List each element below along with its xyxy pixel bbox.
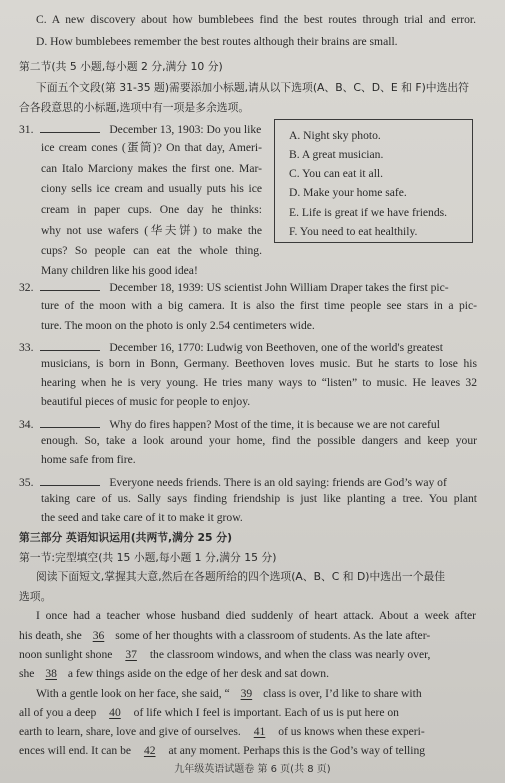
passage-text: ences will end. It can be	[19, 744, 132, 757]
q31-line: ciony sells ice cream and usually puts his ice	[41, 182, 262, 195]
option-a: A. Night sky photo.	[289, 129, 381, 142]
question-number: 33.	[19, 341, 34, 354]
q32-line: December 18, 1939: US scientist John William Draper takes the first pic-	[109, 281, 449, 294]
passage-line	[19, 725, 425, 739]
option-e: E. Life is great if we have friends.	[289, 206, 448, 219]
section2-instructions-2: 合各段意思的小标题,选项中有一项是多余选项。	[19, 101, 250, 114]
passage-line: I once had a teacher whose husband died suddenly of heart attack. About a week after	[36, 609, 476, 622]
q31-line: Many children like his good idea!	[41, 264, 198, 277]
passage-text: With a gentle look on her face, she said, “	[36, 687, 230, 700]
q33-line: beautiful pieces of music for people to enjoy.	[41, 395, 251, 408]
page-footer: 九年级英语试题卷 第 6 页(共 8 页)	[174, 764, 331, 775]
question-31	[19, 121, 261, 137]
q35-line: the seed and take care of it to make it grow.	[41, 511, 243, 524]
option-d-text: D. How bumblebees remember the best routes although their brains are small.	[36, 35, 398, 48]
passage-text: of us knows when these experi-	[278, 725, 425, 738]
part3-heading: 第三部分 英语知识运用(共两节,满分 25 分)	[19, 531, 233, 544]
passage-text: class is over, I’d like to share with	[263, 687, 422, 700]
cloze-blank-40[interactable]: 40	[109, 706, 121, 719]
cloze-blank-39[interactable]: 39	[240, 687, 253, 700]
passage-line	[19, 706, 399, 720]
question-number: 31.	[19, 123, 34, 136]
passage-text: she	[19, 667, 35, 680]
q32-line: ture of the moon with a big camera. It is also the first time people see stars in a pic-	[41, 299, 477, 312]
option-d: D. Make your home safe.	[289, 186, 407, 199]
question-33	[19, 339, 443, 355]
passage-text: of life which I feel is important. Each of us is put here on	[133, 706, 399, 719]
q34-line: enough. So, take a look around your home, find the possible dangers and keep your	[41, 434, 477, 447]
passage-text: all of you a deep	[19, 706, 97, 719]
q34-line: home safe from fire.	[41, 453, 136, 466]
heading-options-box	[274, 119, 473, 243]
q31-line: can Italo Marciony makes the first one. Mar-	[41, 162, 262, 175]
passage-text: at any moment. Perhaps this is the God’s way of telling	[168, 744, 426, 757]
passage-text: earth to learn, share, love and give of ourselves.	[19, 725, 241, 738]
question-number: 34.	[19, 418, 34, 431]
q31-line: cups? So people can eat the whole thing.	[41, 244, 262, 257]
passage-text: the classroom windows, and when the class was nearly over,	[149, 648, 431, 661]
part3-instructions-2: 选项。	[19, 590, 52, 603]
option-b: B. A great musician.	[289, 148, 384, 161]
question-number: 35.	[19, 476, 34, 489]
passage-line	[36, 687, 422, 701]
passage-line	[19, 629, 430, 643]
cloze-blank-42[interactable]: 42	[143, 744, 156, 757]
passage-line	[19, 744, 425, 758]
q32-line: ture. The moon on the photo is only 2.54 centimeters wide.	[41, 319, 315, 332]
section2-heading: 第二节(共 5 小题,每小题 2 分,满分 10 分)	[19, 60, 223, 73]
passage-text: his death, she	[19, 629, 82, 642]
answer-blank-35[interactable]	[40, 474, 100, 486]
part3-section1-heading: 第一节:完型填空(共 15 小题,每小题 1 分,满分 15 分)	[19, 551, 277, 564]
question-34	[19, 416, 440, 432]
cloze-blank-37[interactable]: 37	[125, 648, 137, 661]
q34-line: Why do fires happen? Most of the time, it is because we are not careful	[109, 418, 440, 431]
answer-blank-31[interactable]	[40, 121, 100, 133]
q33-line: hearing when he is very young. He tries many ways to “listen” to music. He leaves 32	[41, 376, 477, 389]
q33-line: musicians, is born in Bonn, Germany. Beethoven loves music. But he starts to lose his	[41, 357, 477, 370]
part3-instructions-1: 阅读下面短文,掌握其大意,然后在各题所给的四个选项(A、B、C 和 D)中选出一个最佳	[36, 570, 446, 583]
question-number: 32.	[19, 281, 34, 294]
option-c: C. You can eat it all.	[289, 167, 384, 180]
passage-line	[19, 648, 430, 662]
cloze-blank-41[interactable]: 41	[253, 725, 266, 738]
passage-text: noon sunlight shone	[19, 648, 113, 661]
q33-line: December 16, 1770: Ludwig von Beethoven, one of the world's greatest	[109, 341, 444, 354]
option-f: F. You need to eat healthily.	[289, 225, 418, 238]
section2-instructions-1: 下面五个文段(第 31-35 题)需要添加小标题,请从以下选项(A、B、C、D、E 和 F)中选出符	[36, 81, 469, 94]
q35-line: taking care of us. Sally says finding friendship is just like planting a tree. You plant	[41, 492, 477, 505]
answer-blank-33[interactable]	[40, 339, 100, 351]
answer-blank-34[interactable]	[40, 416, 100, 428]
question-35	[19, 474, 447, 490]
passage-text: a few things aside on the edge of her desk and sat down.	[67, 667, 329, 680]
passage-text: some of her thoughts with a classroom of students. As the late after-	[115, 629, 431, 642]
q31-line: why not use wafers (华夫饼) to make the	[41, 224, 262, 237]
answer-blank-32[interactable]	[40, 279, 100, 291]
option-c-text: C. A new discovery about how bumblebees find the best routes through trial and error.	[36, 13, 476, 26]
cloze-blank-38[interactable]: 38	[45, 667, 57, 680]
passage-line	[19, 667, 329, 681]
cloze-blank-36[interactable]: 36	[92, 629, 105, 642]
q31-line: ice cream cones (蛋筒)? On that day, Ameri-	[41, 141, 262, 154]
q31-line: December 13, 1903: Do you like	[109, 123, 262, 136]
q35-line: Everyone needs friends. There is an old saying: friends are God’s way of	[109, 476, 447, 489]
question-32	[19, 279, 449, 295]
q31-line: cream in paper cups. One day he thinks:	[41, 203, 262, 216]
